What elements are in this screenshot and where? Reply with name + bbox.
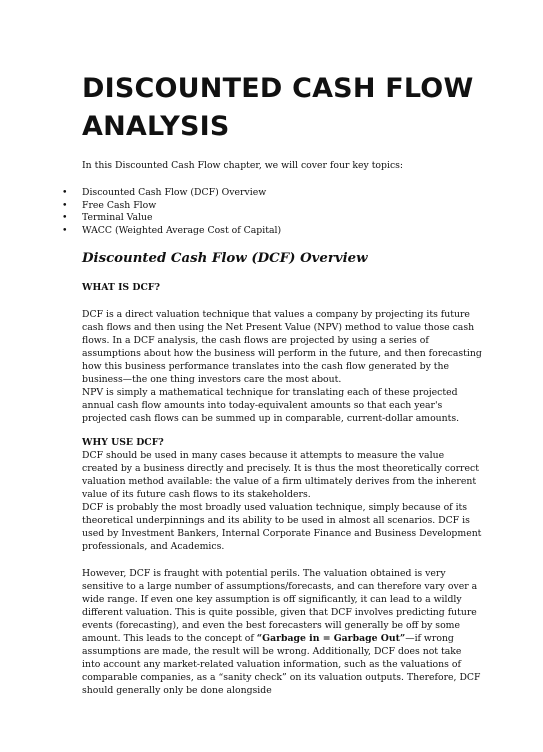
- topic-label: Discounted Cash Flow (DCF) Overview: [82, 187, 267, 198]
- bullet-icon: •: [62, 199, 68, 211]
- topic-label: Terminal Value: [82, 212, 153, 223]
- perils-paragraph: [82, 567, 482, 697]
- intro-text: In this Discounted Cash Flow chapter, we will cover four key topics:: [82, 160, 404, 171]
- why-paragraph-2: DCF is probably the most broadly used valuation technique, simply because of its theoretical underpinnings and its ability to be used in almost all scenarios. DCF is used by Investment Bankers, Internal Corporate Finance and Business Development professionals, and Academics.: [82, 502, 482, 552]
- topic-label: Free Cash Flow: [82, 199, 157, 211]
- bullet-icon: •: [62, 212, 68, 223]
- bullet-icon: •: [62, 187, 68, 198]
- what-paragraph-2: NPV is simply a mathematical technique for translating each of these projected annual cash flow amounts into today-equivalent amounts so that each year's projected cash flows can be summed up in comparable, current-dollar amounts.: [82, 387, 460, 424]
- topic-label: WACC (Weighted Average Cost of Capital): [82, 224, 282, 236]
- list-item: [62, 212, 281, 225]
- section-heading: Discounted Cash Flow (DCF) Overview: [82, 251, 368, 266]
- document-title: DISCOUNTED CASH FLOW ANALYSIS: [82, 73, 474, 142]
- list-item: [62, 187, 281, 200]
- list-item: [62, 225, 281, 238]
- perils-text-start: However, DCF is fraught with potential perils. The valuation obtained is very sensitive to a large number of assumptions/forecasts, and can therefore vary over a wide range. If even one key assumption is off significantly, it can lead to a wildly different valuation. This is quite possible, given that DCF involves predicting future events (forecasting), and even the best forecasters will generally be off by some amount. This leads to the concept of: [82, 568, 478, 644]
- bullet-icon: •: [62, 224, 68, 236]
- list-item: [62, 200, 281, 213]
- why-heading: WHY USE DCF?: [82, 437, 164, 448]
- topics-list: [62, 187, 281, 237]
- what-paragraph-1: DCF is a direct valuation technique that values a company by projecting its future cash flows and then using the Net Present Value (NPV) method to value those cash flows. In a DCF analysis, the cash flows are projected by using a series of assumptions about how the business will perform in the future, and then forecasting how this business performance translates into the cash flow generated by the business—the one thing investors care the most about.: [82, 309, 482, 385]
- perils-text-end: —if wrong assumptions are made, the result will be wrong. Additionally, DCF does not take into account any market-related valuation information, such as the valuations of comparable companies, as a “sanity check” on its valuation outputs. Therefore, DCF should generally only be done alongside: [82, 633, 481, 696]
- why-paragraph-1: DCF should be used in many cases because it attempts to measure the value created by a business directly and precisely. It is thus the most theoretically correct valuation method available: the value of a firm ultimately derives from the inherent value of its future cash flows to its stakeholders.: [82, 450, 479, 500]
- what-heading: WHAT IS DCF?: [82, 282, 160, 293]
- garbage-in-phrase: “Garbage in = Garbage Out”: [256, 633, 406, 644]
